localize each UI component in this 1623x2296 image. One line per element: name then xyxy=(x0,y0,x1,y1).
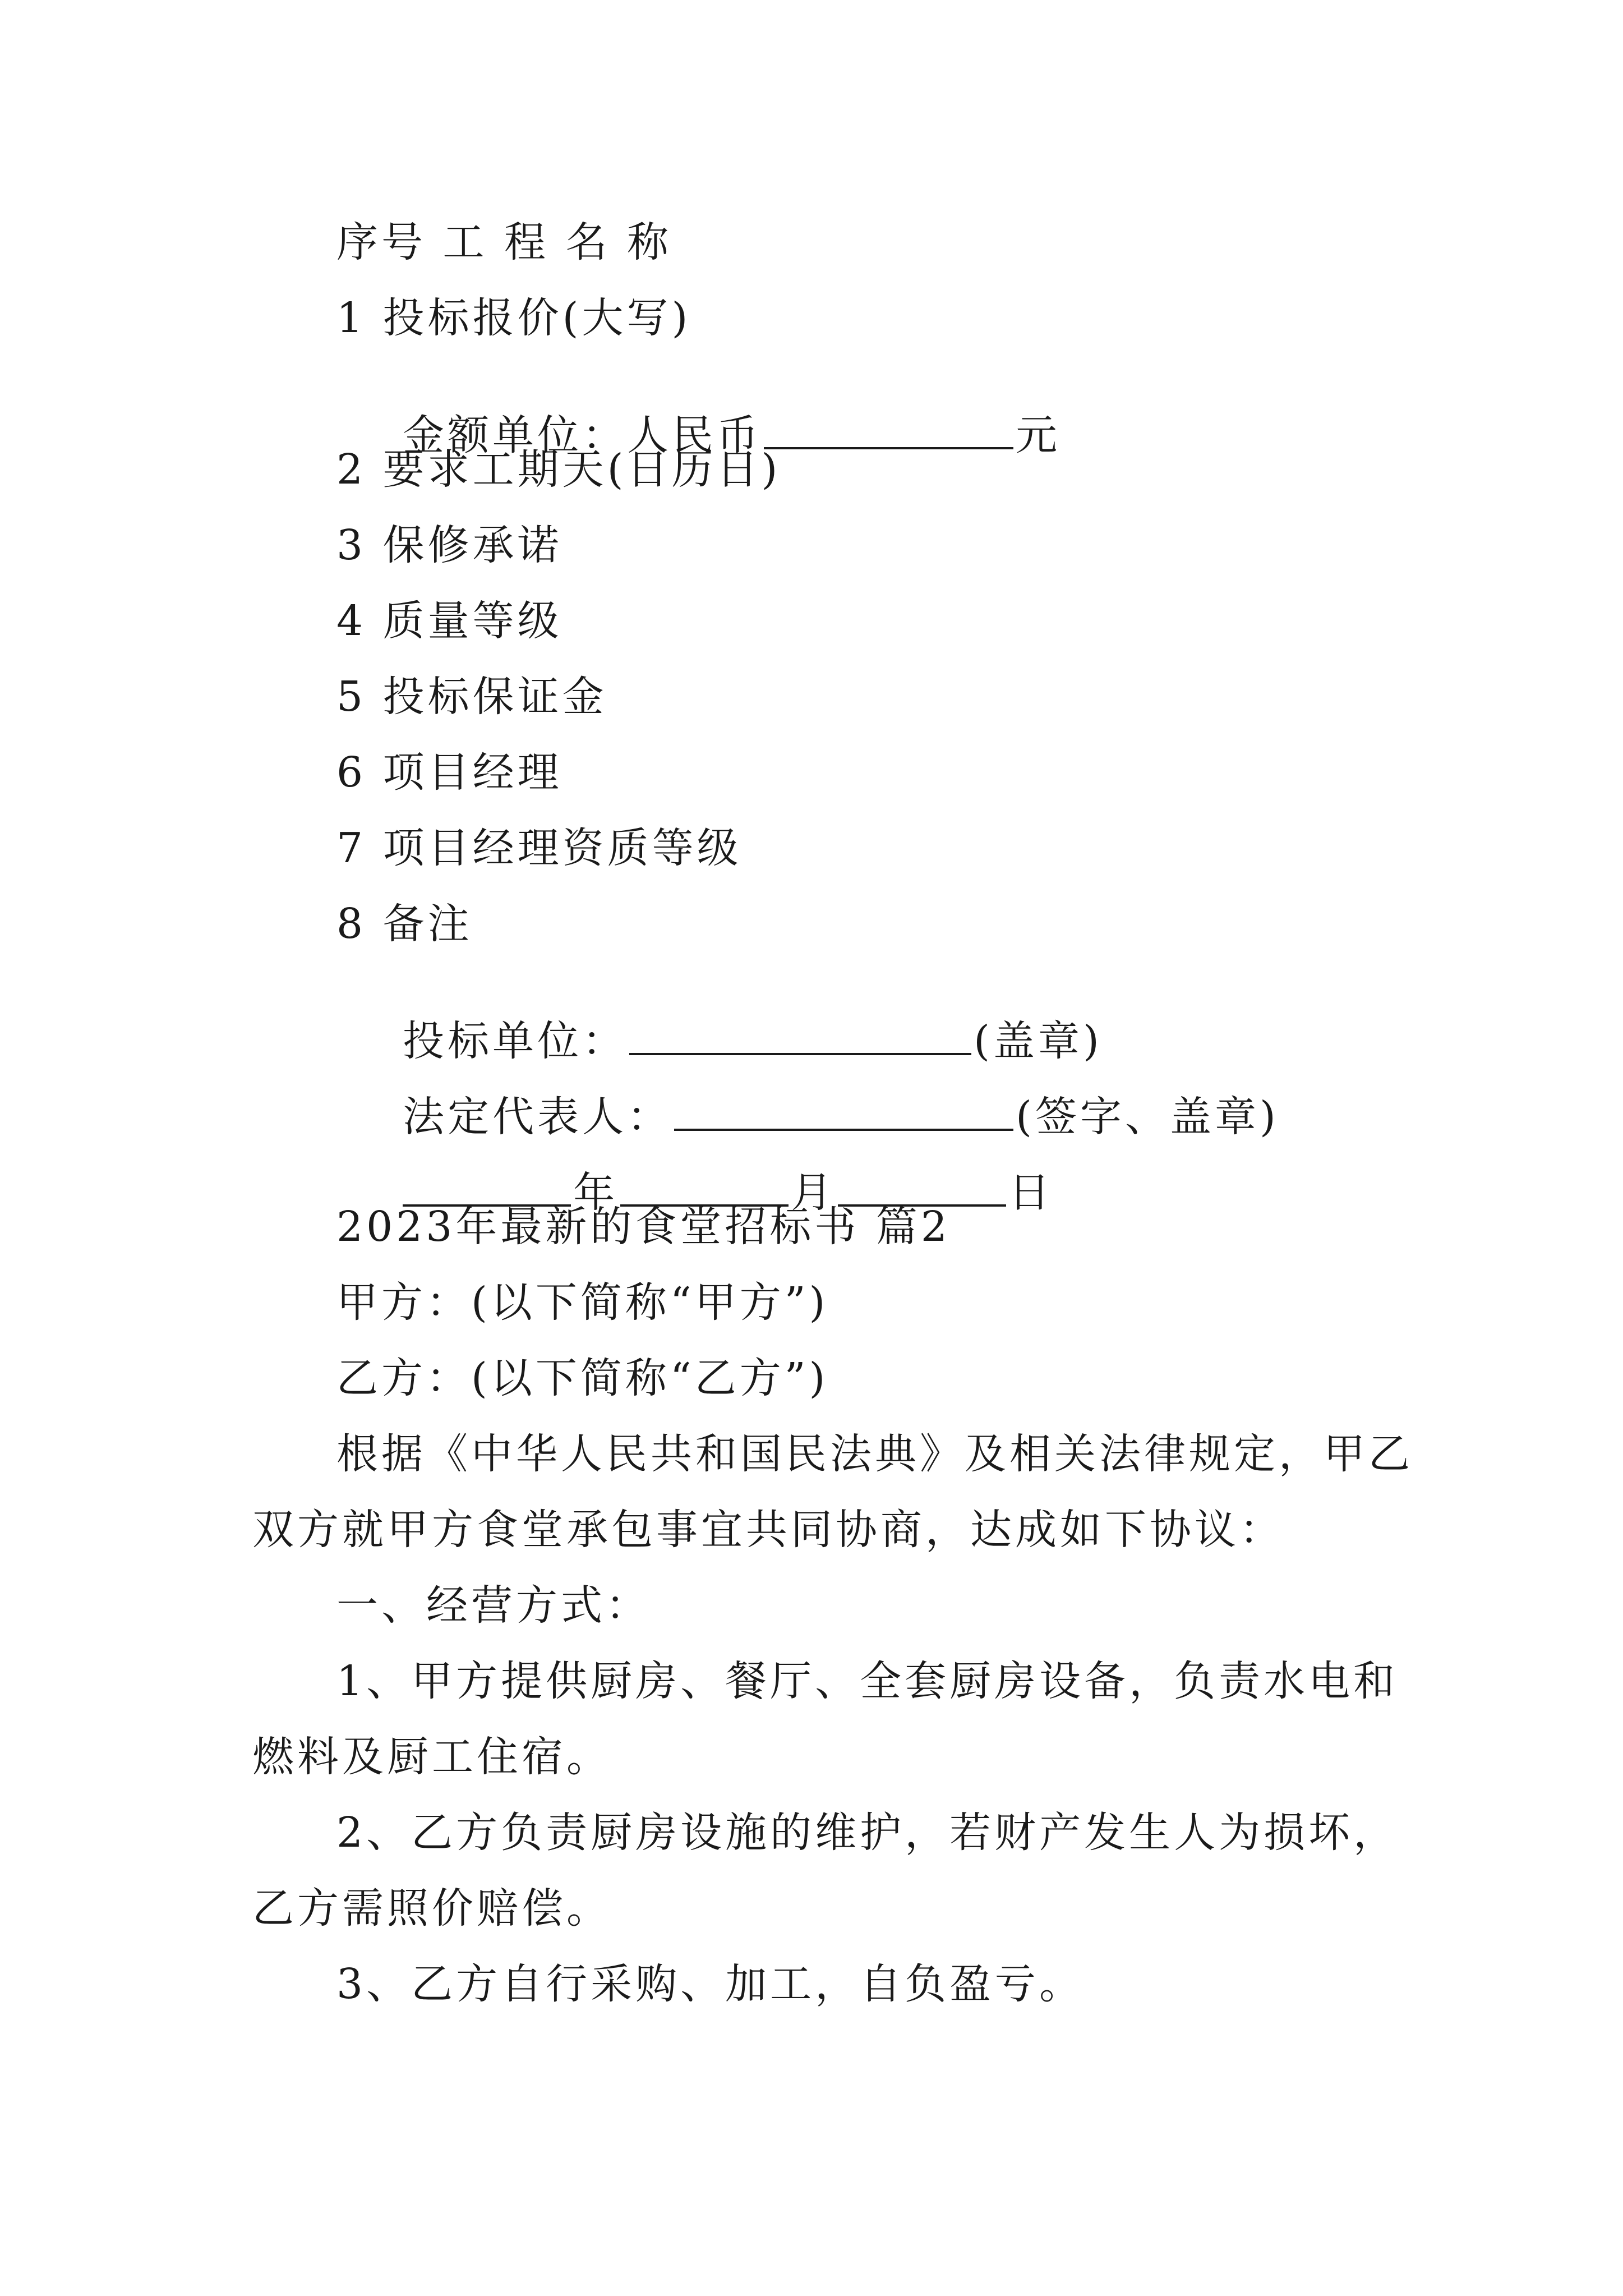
clause-3: 3、乙方自行采购、加工，自负盈亏。 xyxy=(336,1960,1085,2008)
item-quality: 4 质量等级 xyxy=(336,597,562,645)
table-header: 序号 工 程 名 称 xyxy=(336,218,672,266)
legal-rep-blank[interactable] xyxy=(674,1096,1013,1131)
bidder-blank[interactable] xyxy=(629,1020,971,1055)
month-blank[interactable] xyxy=(620,1172,789,1207)
year-blank[interactable] xyxy=(403,1172,571,1207)
amount-blank[interactable] xyxy=(764,415,1013,449)
legal-rep-label: 法定代表人： xyxy=(403,1093,672,1141)
bidder-label: 投标单位： xyxy=(403,1017,628,1065)
clause-2-line-2: 乙方需照价赔偿。 xyxy=(252,1884,611,1932)
intro-line-2: 双方就甲方食堂承包事宜共同协商，达成如下协议： xyxy=(252,1506,1284,1554)
section-title: 2023年最新的食堂招标书 篇2 xyxy=(336,1203,951,1251)
intro-line-1: 根据《中华人民共和国民法典》及相关法律规定，甲乙 xyxy=(336,1430,1413,1478)
clause-1-line-1: 1、甲方提供厨房、餐厅、全套厨房设备，负责水电和 xyxy=(336,1657,1399,1705)
item-remarks: 8 备注 xyxy=(336,900,473,948)
item-duration: 2 要求工期天(日历日) xyxy=(336,445,781,494)
party-b: 乙方：(以下简称“乙方”) xyxy=(336,1354,829,1402)
month-label: 月 xyxy=(791,1168,836,1217)
legal-rep-suffix: (签字、盖章) xyxy=(1016,1093,1279,1141)
item-manager-qualification: 7 项目经理资质等级 xyxy=(336,824,742,872)
year-label: 年 xyxy=(573,1168,619,1217)
item-bid-price: 1 投标报价(大写) xyxy=(336,294,691,342)
amount-currency-suffix: 元 xyxy=(1016,411,1061,459)
item-manager: 6 项目经理 xyxy=(336,748,562,797)
amount-unit-label: 金额单位：人民币 xyxy=(403,411,762,459)
party-a: 甲方：(以下简称“甲方”) xyxy=(336,1278,829,1327)
bidder-suffix: (盖章) xyxy=(974,1017,1103,1065)
day-label: 日 xyxy=(1008,1168,1054,1217)
day-blank[interactable] xyxy=(838,1172,1006,1207)
item-deposit: 5 投标保证金 xyxy=(336,673,607,721)
clause-1-line-2: 燃料及厨工住宿。 xyxy=(252,1733,611,1781)
clause-2-line-1: 2、乙方负责厨房设施的维护，若财产发生人为损坏， xyxy=(336,1809,1399,1857)
item-warranty: 3 保修承诺 xyxy=(336,521,562,569)
heading-business-mode: 一、经营方式： xyxy=(336,1581,651,1630)
